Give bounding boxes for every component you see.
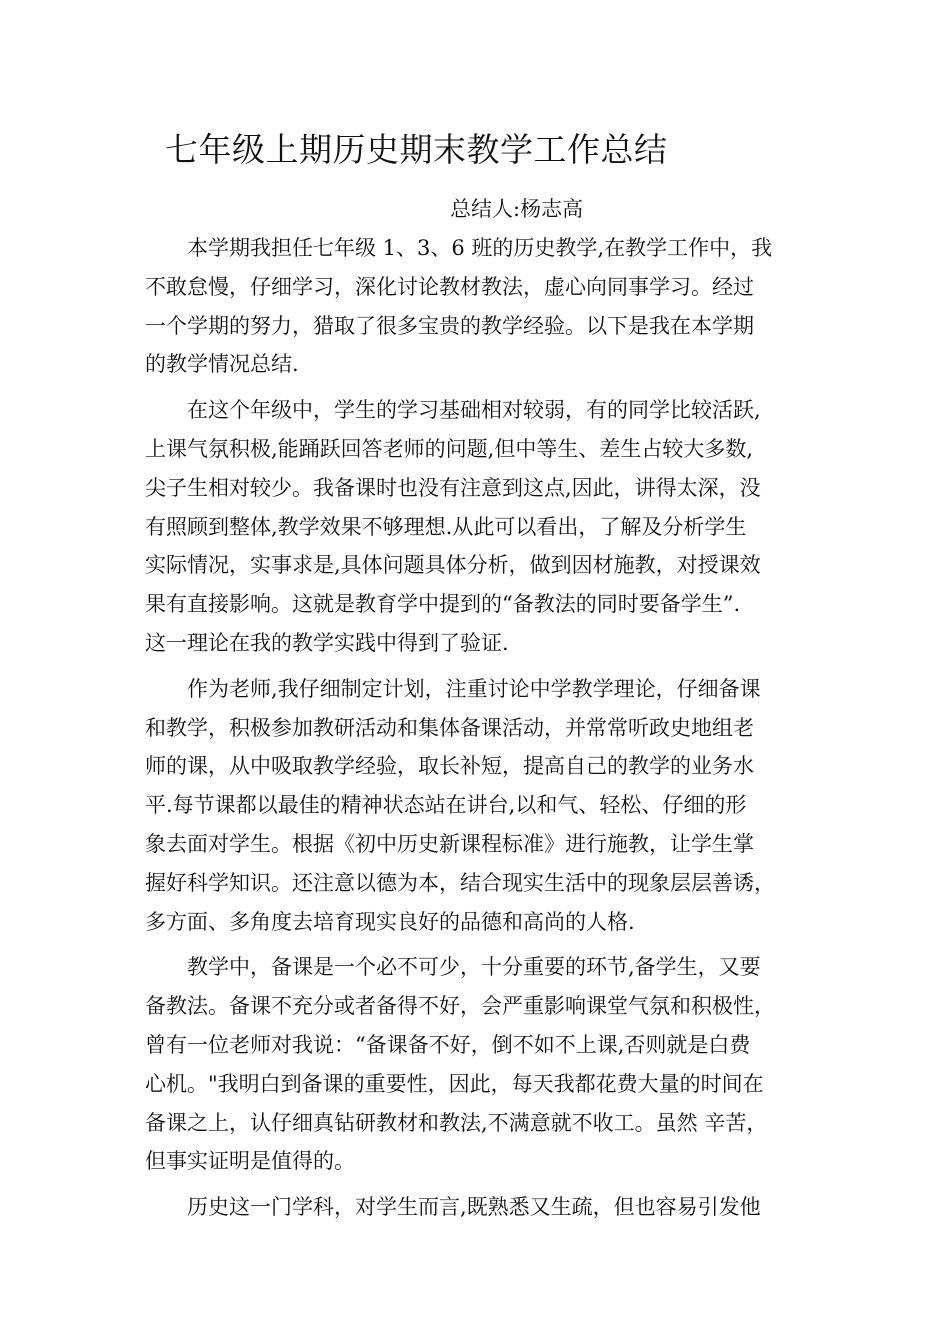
paragraph-line: 一个学期的努力，猎取了很多宝贵的教学经验。以下是我在本学期 bbox=[145, 313, 754, 338]
paragraph-line: 和教学，积极参加教研活动和集体备课活动，并常常听政史地组老 bbox=[145, 715, 754, 740]
paragraph-line: 曾有一位老师对我说：“备课备不好，倒不如不上课,否则就是白费 bbox=[145, 1032, 751, 1057]
paragraph-line: 握好科学知识。还注意以德为本，结合现实生活中的现象层层善诱， bbox=[145, 870, 775, 895]
paragraph-line: 尖子生相对较少。我备课时也没有注意到这点,因此，讲得太深，没 bbox=[145, 475, 761, 500]
paragraph-line: 但事实证明是值得的。 bbox=[145, 1149, 355, 1174]
paragraph-line: 备课之上，认仔细真钻研教材和教法,不满意就不收工。虽然 辛苦， bbox=[145, 1110, 768, 1135]
paragraph-line: 在这个年级中，学生的学习基础相对较弱，有的同学比较活跃, bbox=[187, 398, 761, 423]
paragraph-line: 象去面对学生。根据《初中历史新课程标准》进行施教，让学生掌 bbox=[145, 831, 754, 856]
paragraph-line: 心机。"我明白到备课的重要性，因此，每天我都花费大量的时间在 bbox=[145, 1071, 764, 1096]
paragraph-line: 平.每节课都以最佳的精神状态站在讲台,以和气、轻松、仔细的形 bbox=[145, 793, 747, 818]
author-line: 总结人:杨志高 bbox=[450, 197, 584, 221]
paragraph-line: 的教学情况总结. bbox=[145, 352, 299, 377]
paragraph-line: 不敢怠慢，仔细学习，深化讨论教材教法，虚心向同事学习。经过 bbox=[145, 274, 754, 299]
paragraph-line: 教学中，备课是一个必不可少，十分重要的环节,备学生，又要 bbox=[187, 955, 761, 980]
paragraph-line: 实际情况，实事求是,具体问题具体分析，做到因材施教，对授课效 bbox=[145, 553, 761, 578]
paragraph-line: 师的课，从中吸取教学经验，取长补短，提高自己的教学的业务水 bbox=[145, 754, 754, 779]
paragraph-line: 历史这一门学科，对学生而言,既熟悉又生疏，但也容易引发他 bbox=[187, 1195, 761, 1220]
document-body bbox=[145, 229, 825, 1227]
paragraph-line: 上课气氛积极,能踊跃回答老师的问题,但中等生、差生占较大多数, bbox=[145, 436, 754, 461]
paragraph-line: 作为老师,我仔细制定计划，注重讨论中学教学理论，仔细备课 bbox=[187, 676, 761, 701]
document-title: 七年级上期历史期末教学工作总结 bbox=[165, 130, 668, 169]
paragraph-line: 果有直接影响。这就是教育学中提到的“备教法的同时要备学生”. bbox=[145, 592, 741, 617]
paragraph-line: 本学期我担任七年级 1、3、6 班的历史教学,在教学工作中，我 bbox=[187, 236, 773, 260]
paragraph-line: 这一理论在我的教学实践中得到了验证. bbox=[145, 630, 509, 655]
paragraph-line: 有照顾到整体,教学效果不够理想.从此可以看出，了解及分析学生 bbox=[145, 514, 747, 539]
paragraph-line: 备教法。备课不充分或者备得不好，会严重影响课堂气氛和积极性， bbox=[145, 994, 775, 1019]
paragraph-line: 多方面、多角度去培育现实良好的品德和高尚的人格. bbox=[145, 909, 635, 934]
